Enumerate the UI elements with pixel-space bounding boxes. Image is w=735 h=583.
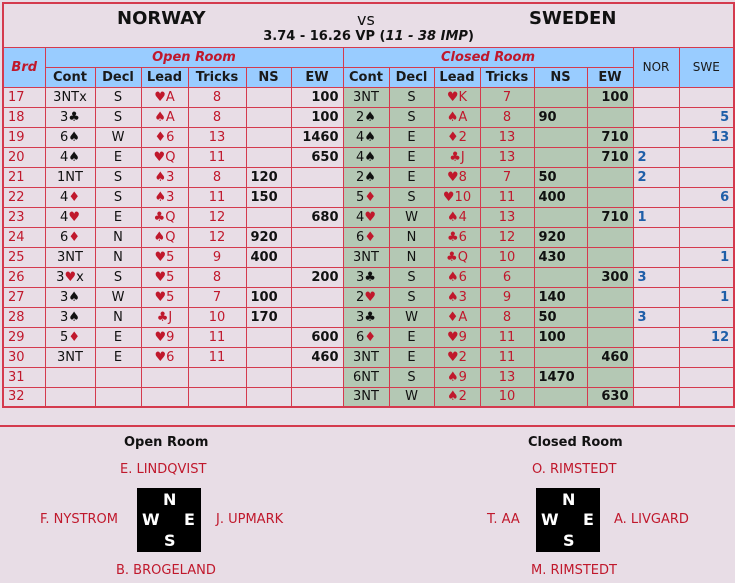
open-declarer: N — [95, 307, 141, 327]
open-ew-score: 200 — [291, 267, 343, 287]
closed-ns-score: 50 — [534, 307, 587, 327]
closed-ns-score — [534, 387, 587, 407]
swe-header: SWE — [679, 47, 734, 87]
open-ns-score — [246, 347, 291, 367]
team2-name: SWEDEN — [529, 8, 617, 29]
open-ew-score — [291, 367, 343, 387]
board-number: 30 — [3, 347, 45, 367]
board-number: 23 — [3, 207, 45, 227]
closed-tricks: 7 — [480, 87, 534, 107]
closed-tricks: 11 — [480, 347, 534, 367]
closed-west-player[interactable]: T. AA — [487, 512, 520, 527]
closed-ew-score — [587, 287, 633, 307]
closed-contract: 3♣ — [343, 307, 389, 327]
closed-declarer: E — [389, 147, 434, 167]
swe-imps: 5 — [679, 107, 734, 127]
open-lead-header: Lead — [141, 67, 188, 87]
open-ew-score — [291, 187, 343, 207]
board-number: 21 — [3, 167, 45, 187]
board-row — [3, 307, 734, 327]
open-lead: ♠3 — [141, 187, 188, 207]
open-tricks: 10 — [188, 307, 246, 327]
open-declarer: N — [95, 247, 141, 267]
nor-imps — [633, 127, 679, 147]
open-lead: ♥6 — [141, 347, 188, 367]
open-ew-score — [291, 227, 343, 247]
open-ew-score: 460 — [291, 347, 343, 367]
nor-imps — [633, 187, 679, 207]
closed-tricks: 8 — [480, 307, 534, 327]
closed-ew-score: 710 — [587, 127, 633, 147]
open-lead: ♥Q — [141, 147, 188, 167]
open-ew-score: 680 — [291, 207, 343, 227]
closed-contract: 4♥ — [343, 207, 389, 227]
closed-contract: 4♠ — [343, 127, 389, 147]
nor-imps — [633, 327, 679, 347]
closed-ns-score: 430 — [534, 247, 587, 267]
closed-ns-score: 920 — [534, 227, 587, 247]
open-tricks: 7 — [188, 287, 246, 307]
closed-lead: ♠3 — [434, 287, 480, 307]
open-lead: ♠3 — [141, 167, 188, 187]
seating-panel — [0, 425, 735, 583]
closed-ew-score: 100 — [587, 87, 633, 107]
vs-label: vs — [357, 10, 375, 29]
closed-ns-score — [534, 147, 587, 167]
closed-declarer: E — [389, 127, 434, 147]
nor-imps — [633, 287, 679, 307]
open-contract: 5♦ — [45, 327, 95, 347]
swe-imps — [679, 87, 734, 107]
open-tricks: 12 — [188, 207, 246, 227]
open-lead: ♣J — [141, 307, 188, 327]
closed-ew-score: 710 — [587, 147, 633, 167]
board-number: 26 — [3, 267, 45, 287]
open-tricks — [188, 367, 246, 387]
closed-tricks: 10 — [480, 247, 534, 267]
open-declarer: E — [95, 207, 141, 227]
swe-imps: 13 — [679, 127, 734, 147]
open-lead: ♥9 — [141, 327, 188, 347]
open-ns-score — [246, 367, 291, 387]
open-declarer: E — [95, 147, 141, 167]
closed-ns-score: 100 — [534, 327, 587, 347]
open-contract — [45, 387, 95, 407]
board-number: 31 — [3, 367, 45, 387]
closed-cont-header: Cont — [343, 67, 389, 87]
closed-declarer: S — [389, 187, 434, 207]
closed-declarer: E — [389, 347, 434, 367]
closed-declarer: S — [389, 87, 434, 107]
nor-imps: 1 — [633, 207, 679, 227]
vp-summary: 3.74 - 16.26 VP (11 - 38 IMP) — [263, 29, 474, 44]
open-contract: 4♦ — [45, 187, 95, 207]
open-declarer: S — [95, 187, 141, 207]
swe-imps — [679, 347, 734, 367]
swe-imps — [679, 267, 734, 287]
nor-imps — [633, 87, 679, 107]
open-tricks: 11 — [188, 147, 246, 167]
nor-imps — [633, 367, 679, 387]
closed-ns-score: 90 — [534, 107, 587, 127]
open-lead: ♠A — [141, 107, 188, 127]
closed-ew-score — [587, 167, 633, 187]
nor-imps: 2 — [633, 167, 679, 187]
board-number: 28 — [3, 307, 45, 327]
closed-declarer: E — [389, 167, 434, 187]
closed-declarer: N — [389, 227, 434, 247]
open-room-title: Open Room — [124, 435, 209, 450]
closed-contract: 6♦ — [343, 327, 389, 347]
closed-lead-header: Lead — [434, 67, 480, 87]
open-cont-header: Cont — [45, 67, 95, 87]
open-lead — [141, 367, 188, 387]
nor-imps — [633, 107, 679, 127]
closed-contract: 3♣ — [343, 267, 389, 287]
open-ew-score: 1460 — [291, 127, 343, 147]
closed-contract: 6NT — [343, 367, 389, 387]
board-row — [3, 187, 734, 207]
open-contract: 1NT — [45, 167, 95, 187]
board-number: 20 — [3, 147, 45, 167]
closed-lead: ♠6 — [434, 267, 480, 287]
closed-contract: 3NT — [343, 247, 389, 267]
closed-lead: ♦2 — [434, 127, 480, 147]
closed-declarer: W — [389, 207, 434, 227]
board-row — [3, 287, 734, 307]
board-row — [3, 227, 734, 247]
open-room-header: Open Room — [45, 47, 343, 67]
swe-imps — [679, 307, 734, 327]
swe-imps — [679, 147, 734, 167]
open-ns-score: 170 — [246, 307, 291, 327]
open-west-player[interactable]: F. NYSTROM — [40, 512, 118, 527]
open-ns-score — [246, 387, 291, 407]
board-number: 24 — [3, 227, 45, 247]
team1-name: NORWAY — [117, 8, 206, 29]
nor-imps — [633, 347, 679, 367]
swe-imps: 12 — [679, 327, 734, 347]
open-north-player[interactable]: E. LINDQVIST — [120, 462, 207, 477]
closed-ns-score — [534, 127, 587, 147]
open-declarer: S — [95, 167, 141, 187]
closed-contract: 4♠ — [343, 147, 389, 167]
closed-ew-score: 630 — [587, 387, 633, 407]
open-contract: 3♥x — [45, 267, 95, 287]
closed-ew-score — [587, 307, 633, 327]
closed-tricks: 13 — [480, 147, 534, 167]
closed-tricks: 10 — [480, 387, 534, 407]
room-header-row — [3, 47, 734, 67]
board-row — [3, 127, 734, 147]
match-title-row — [3, 3, 734, 47]
board-row — [3, 367, 734, 387]
board-row — [3, 267, 734, 287]
open-contract — [45, 367, 95, 387]
closed-ns-score — [534, 207, 587, 227]
board-row — [3, 247, 734, 267]
closed-tricks-header: Tricks — [480, 67, 534, 87]
closed-lead: ♥8 — [434, 167, 480, 187]
open-ns-score — [246, 327, 291, 347]
board-row — [3, 107, 734, 127]
open-ns-score — [246, 267, 291, 287]
open-tricks: 13 — [188, 127, 246, 147]
closed-tricks: 13 — [480, 367, 534, 387]
board-row — [3, 167, 734, 187]
closed-declarer: N — [389, 247, 434, 267]
open-contract: 4♥ — [45, 207, 95, 227]
closed-declarer: S — [389, 287, 434, 307]
board-number: 22 — [3, 187, 45, 207]
open-tricks: 11 — [188, 327, 246, 347]
board-number: 18 — [3, 107, 45, 127]
closed-ns-score: 1470 — [534, 367, 587, 387]
board-row — [3, 347, 734, 367]
closed-ns-header: NS — [534, 67, 587, 87]
board-row — [3, 387, 734, 407]
closed-tricks: 11 — [480, 187, 534, 207]
closed-lead: ♠4 — [434, 207, 480, 227]
open-ew-score: 100 — [291, 87, 343, 107]
open-declarer: E — [95, 327, 141, 347]
open-tricks: 11 — [188, 187, 246, 207]
open-ew-score — [291, 307, 343, 327]
open-contract: 3NTx — [45, 87, 95, 107]
closed-lead: ♥K — [434, 87, 480, 107]
closed-ew-score — [587, 187, 633, 207]
open-contract: 6♠ — [45, 127, 95, 147]
open-declarer: S — [95, 87, 141, 107]
closed-ns-score: 140 — [534, 287, 587, 307]
board-number: 27 — [3, 287, 45, 307]
open-lead: ♥A — [141, 87, 188, 107]
swe-imps — [679, 367, 734, 387]
swe-imps — [679, 207, 734, 227]
open-tricks: 12 — [188, 227, 246, 247]
open-declarer: N — [95, 227, 141, 247]
open-compass-icon: N S W E — [137, 488, 201, 552]
swe-imps — [679, 387, 734, 407]
board-row — [3, 147, 734, 167]
open-declarer: S — [95, 267, 141, 287]
swe-imps: 6 — [679, 187, 734, 207]
closed-contract: 2♠ — [343, 167, 389, 187]
closed-declarer: S — [389, 367, 434, 387]
open-lead — [141, 387, 188, 407]
swe-imps — [679, 227, 734, 247]
closed-tricks: 13 — [480, 127, 534, 147]
closed-ew-score — [587, 327, 633, 347]
closed-tricks: 11 — [480, 327, 534, 347]
board-row — [3, 87, 734, 107]
closed-tricks: 12 — [480, 227, 534, 247]
closed-declarer: S — [389, 267, 434, 287]
closed-declarer: W — [389, 307, 434, 327]
closed-tricks: 8 — [480, 107, 534, 127]
scorecard-table — [2, 2, 735, 408]
closed-lead: ♣J — [434, 147, 480, 167]
closed-tricks: 9 — [480, 287, 534, 307]
swe-imps — [679, 167, 734, 187]
open-contract: 3♣ — [45, 107, 95, 127]
open-ns-score: 400 — [246, 247, 291, 267]
closed-lead: ♥10 — [434, 187, 480, 207]
nor-imps — [633, 247, 679, 267]
open-contract: 4♠ — [45, 147, 95, 167]
open-ns-score — [246, 107, 291, 127]
closed-tricks: 7 — [480, 167, 534, 187]
brd-header: Brd — [3, 47, 45, 87]
open-south-player[interactable]: B. BROGELAND — [116, 563, 216, 578]
open-tricks: 8 — [188, 267, 246, 287]
closed-lead: ♣Q — [434, 247, 480, 267]
closed-declarer: S — [389, 107, 434, 127]
swe-imps: 1 — [679, 247, 734, 267]
closed-ew-score — [587, 367, 633, 387]
closed-ew-score — [587, 107, 633, 127]
closed-ew-score: 710 — [587, 207, 633, 227]
open-lead: ♥5 — [141, 287, 188, 307]
closed-contract: 3NT — [343, 387, 389, 407]
nor-imps — [633, 227, 679, 247]
open-declarer: S — [95, 107, 141, 127]
closed-north-player[interactable]: O. RIMSTEDT — [532, 462, 617, 477]
closed-ew-score: 300 — [587, 267, 633, 287]
closed-ns-score — [534, 87, 587, 107]
swe-imps: 1 — [679, 287, 734, 307]
open-ew-score — [291, 167, 343, 187]
nor-header: NOR — [633, 47, 679, 87]
closed-contract: 2♥ — [343, 287, 389, 307]
nor-imps: 3 — [633, 307, 679, 327]
closed-lead: ♠9 — [434, 367, 480, 387]
closed-contract: 6♦ — [343, 227, 389, 247]
board-number: 25 — [3, 247, 45, 267]
open-tricks — [188, 387, 246, 407]
open-ns-score: 100 — [246, 287, 291, 307]
closed-tricks: 13 — [480, 207, 534, 227]
closed-lead: ♥9 — [434, 327, 480, 347]
open-lead: ♥5 — [141, 247, 188, 267]
open-contract: 3♠ — [45, 287, 95, 307]
closed-ew-score — [587, 247, 633, 267]
closed-contract: 2♠ — [343, 107, 389, 127]
open-east-player[interactable]: J. UPMARK — [216, 512, 284, 527]
closed-ew-score: 460 — [587, 347, 633, 367]
closed-contract: 3NT — [343, 347, 389, 367]
open-tricks: 11 — [188, 347, 246, 367]
open-ns-score — [246, 147, 291, 167]
imp-summary: 11 - 38 IMP — [385, 29, 468, 44]
board-number: 32 — [3, 387, 45, 407]
board-number: 29 — [3, 327, 45, 347]
open-ns-score: 120 — [246, 167, 291, 187]
open-contract: 3♠ — [45, 307, 95, 327]
open-ew-header: EW — [291, 67, 343, 87]
closed-south-player[interactable]: M. RIMSTEDT — [531, 563, 617, 578]
open-tricks: 8 — [188, 87, 246, 107]
nor-imps: 2 — [633, 147, 679, 167]
open-declarer: W — [95, 287, 141, 307]
open-declarer: W — [95, 127, 141, 147]
open-decl-header: Decl — [95, 67, 141, 87]
closed-lead: ♣6 — [434, 227, 480, 247]
closed-contract: 3NT — [343, 87, 389, 107]
closed-east-player[interactable]: A. LIVGARD — [614, 512, 689, 527]
nor-imps: 3 — [633, 267, 679, 287]
closed-ew-score — [587, 227, 633, 247]
closed-declarer: W — [389, 387, 434, 407]
closed-room-title: Closed Room — [528, 435, 623, 450]
closed-declarer: E — [389, 327, 434, 347]
open-ns-header: NS — [246, 67, 291, 87]
open-contract: 3NT — [45, 347, 95, 367]
closed-tricks: 6 — [480, 267, 534, 287]
closed-ns-score — [534, 347, 587, 367]
board-number: 17 — [3, 87, 45, 107]
closed-ns-score — [534, 267, 587, 287]
open-ns-score — [246, 127, 291, 147]
open-lead: ♣Q — [141, 207, 188, 227]
open-lead: ♥5 — [141, 267, 188, 287]
closed-ew-header: EW — [587, 67, 633, 87]
open-lead: ♦6 — [141, 127, 188, 147]
board-number: 19 — [3, 127, 45, 147]
open-tricks-header: Tricks — [188, 67, 246, 87]
open-ew-score: 650 — [291, 147, 343, 167]
closed-ns-score: 50 — [534, 167, 587, 187]
closed-lead: ♦A — [434, 307, 480, 327]
open-lead: ♠Q — [141, 227, 188, 247]
board-row — [3, 327, 734, 347]
closed-ns-score: 400 — [534, 187, 587, 207]
open-ew-score: 100 — [291, 107, 343, 127]
open-tricks: 8 — [188, 167, 246, 187]
closed-contract: 5♦ — [343, 187, 389, 207]
open-ns-score: 920 — [246, 227, 291, 247]
closed-room-header: Closed Room — [343, 47, 633, 67]
closed-lead: ♠A — [434, 107, 480, 127]
nor-imps — [633, 387, 679, 407]
open-ew-score — [291, 387, 343, 407]
open-declarer: E — [95, 347, 141, 367]
board-row — [3, 207, 734, 227]
closed-compass-icon: N S W E — [536, 488, 600, 552]
open-declarer — [95, 387, 141, 407]
open-tricks: 9 — [188, 247, 246, 267]
open-ns-score: 150 — [246, 187, 291, 207]
open-ew-score — [291, 247, 343, 267]
open-ns-score — [246, 207, 291, 227]
closed-lead: ♠2 — [434, 387, 480, 407]
open-ew-score — [291, 287, 343, 307]
closed-lead: ♥2 — [434, 347, 480, 367]
closed-decl-header: Decl — [389, 67, 434, 87]
open-tricks: 8 — [188, 107, 246, 127]
open-declarer — [95, 367, 141, 387]
open-ew-score: 600 — [291, 327, 343, 347]
open-contract: 6♦ — [45, 227, 95, 247]
open-contract: 3NT — [45, 247, 95, 267]
column-header-row — [3, 67, 734, 87]
open-ns-score — [246, 87, 291, 107]
